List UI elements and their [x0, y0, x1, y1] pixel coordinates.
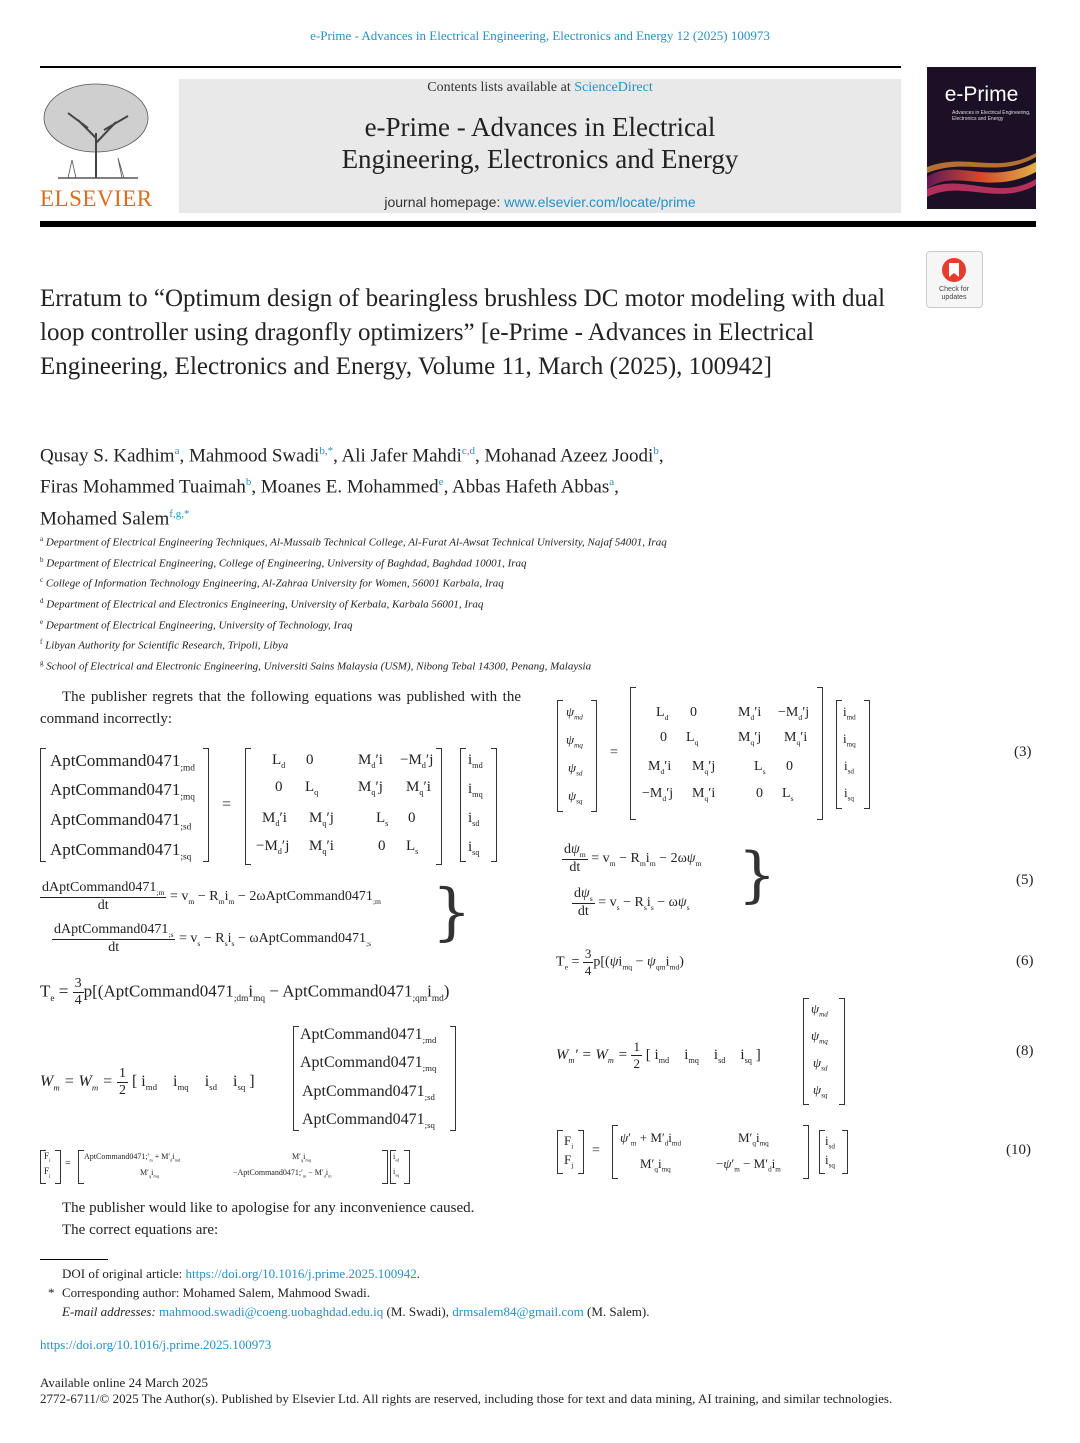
matrix-cell: $M'_qi_{mq}$ — [292, 1152, 311, 1163]
flux-cell: $\psi_{md}$ — [811, 1001, 828, 1019]
incorrect-torque-equation: $T_e$ = $\frac{3}{4}$ $p[(AptCommand0471_{;dm}i_{mq}$ − $AptCommand0471_{;qm}i_{md}$) — [40, 976, 450, 1008]
force-cell: $F_i$ — [44, 1151, 51, 1164]
equals-sign: = — [222, 796, 232, 813]
doi-end: . — [416, 1266, 420, 1281]
apt-cell: $AptCommand0471_{;sd}$ — [302, 1083, 435, 1103]
contents-line — [179, 80, 901, 96]
affiliation-item — [40, 634, 940, 655]
bracket — [436, 748, 442, 865]
apology-line2: The correct equations are: — [62, 1222, 219, 1238]
bracket — [612, 1125, 618, 1179]
matrix-cell: $L_s$ — [782, 786, 794, 803]
flux-cell: $\psi_{md}$ — [566, 704, 583, 722]
matrix-cell: $M_q'i$ — [784, 730, 808, 747]
affiliation-text: Department of Electrical Engineering Techniques, Al-Mussaib Technical College, Al-Furat Al-Awsat Technical University, Najaf 54001, Iraq — [45, 536, 667, 549]
author-separator: , — [474, 445, 485, 467]
equals-sign: = — [592, 1143, 600, 1158]
corresponding-marker: * — [48, 1285, 55, 1300]
force-cell: $F_j$ — [44, 1166, 51, 1179]
current-cell: $i_{sq}$ — [844, 785, 854, 803]
apt-cell: $AptCommand0471_{;mq}$ — [50, 780, 195, 803]
current-cell: $i_{sq}$ — [393, 1167, 400, 1178]
journal-homepage-line — [179, 194, 901, 210]
flux-cell: $\psi_{sq}$ — [813, 1082, 828, 1100]
author-affiliation-marker[interactable]: a — [609, 476, 615, 489]
flux-cell: $\psi_{sd}$ — [568, 760, 583, 778]
affiliation-text: School of Electrical and Electronic Engineering, Universiti Sains Malaysia (USM), Nibong Tebal 14300, Penang, Malaysia — [46, 660, 592, 673]
header-top-rule — [40, 66, 901, 68]
matrix-cell: $L_s$ — [406, 838, 419, 856]
current-cell: $i_{sd}$ — [393, 1152, 400, 1163]
original-doi-note — [62, 1264, 962, 1283]
author-affiliation-marker[interactable]: c,d — [461, 445, 475, 457]
bracket — [245, 748, 251, 865]
email-link-salem[interactable]: drmsalem84@gmail.com — [452, 1304, 584, 1319]
bracket — [557, 700, 563, 812]
frac: $\frac{dAptCommand0471_{;s}}{dt}$ = $v_s - R_si_s$ − $\omega AptCommand0471_{;s}$ — [54, 922, 372, 955]
matrix-cell: $M'_qi_{mq}$ — [140, 1168, 159, 1179]
author-name[interactable]: Moanes E. Mohammed — [260, 476, 439, 498]
right-brace: } — [738, 840, 777, 910]
current-cell: $i_{sq}$ — [468, 839, 480, 857]
author-affiliation-marker[interactable]: a — [174, 445, 180, 457]
affiliation-list — [40, 531, 940, 676]
author-affiliation-marker[interactable]: b,* — [319, 445, 334, 457]
equation-number: (6) — [1016, 953, 1034, 969]
article-doi-link[interactable]: https://doi.org/10.1016/j.prime.2025.100973 — [40, 1337, 272, 1352]
matrix-cell: 0 — [306, 752, 314, 768]
bracket — [404, 1150, 410, 1184]
current-cell: $i_{sd}$ — [844, 758, 854, 776]
matrix-cell: 0 — [660, 730, 667, 745]
footnotes — [48, 1264, 962, 1321]
voltage-m-line: $\frac{d\psi_m}{dt}$ = $v_m - R_mi_m - 2\omega\psi_m$ — [564, 842, 702, 875]
author-name[interactable]: Qusay S. Kadhim — [40, 445, 175, 467]
apt-cell: $AptCommand0471_{;sq}$ — [50, 840, 192, 863]
bookmark-icon — [927, 252, 982, 286]
affiliation-text: Department of Electrical Engineering, University of Technology, Iraq — [45, 619, 353, 632]
force-cell: $F_i$ — [564, 1133, 574, 1151]
author-name[interactable]: Mohamed Salem — [40, 507, 170, 529]
author-affiliation-marker[interactable]: b — [245, 476, 252, 489]
matrix-cell: 0 — [786, 759, 793, 774]
equals-sign: = — [65, 1158, 71, 1169]
flux-cell: $\psi_{sd}$ — [813, 1055, 828, 1073]
equation-number: (8) — [1016, 1043, 1034, 1059]
matrix-cell: $M_d'i$ — [738, 705, 762, 722]
running-header-journal-ref[interactable]: e-Prime - Advances in Electrical Engineering, Electronics and Energy 12 (2025) 100973 — [310, 28, 770, 43]
footnote-rule — [40, 1259, 108, 1260]
bracket — [630, 687, 636, 820]
flux-cell: $\psi_{sq}$ — [568, 788, 583, 806]
sciencedirect-link[interactable]: ScienceDirect — [574, 80, 653, 95]
journal-title-line2: Engineering, Electronics and Energy — [341, 144, 739, 174]
email1-owner: (M. Swadi), — [383, 1304, 453, 1319]
apology-paragraph — [40, 1197, 540, 1241]
matrix-cell: $-M_d'j$ — [400, 752, 434, 770]
bracket — [803, 998, 809, 1105]
article-title: Erratum to “Optimum design of bearingless brushless DC motor modeling with dual loop controller using dragonfly optimizers” [e-Prime - Advances in Electrical Engineering, Electronics and Energy, Volume 11, March (2025), 100942] — [40, 285, 886, 380]
matrix-cell: $M_q'i$ — [406, 779, 431, 797]
affiliation-key: a — [40, 535, 44, 543]
bracket — [460, 748, 466, 862]
author-separator: , — [443, 476, 453, 498]
frac: $\frac{dAptCommand0471_{;m}}{dt}$ = $v_m - R_mi_m$ − $2\omega AptCommand0471_{;m}$ — [42, 880, 382, 913]
matrix-cell: 0 — [378, 838, 386, 854]
matrix-cell: $-M_d'j$ — [642, 786, 674, 803]
apt-cell: $AptCommand0471_{;sq}$ — [302, 1111, 435, 1131]
bracket — [817, 687, 823, 820]
author-name[interactable]: Firas Mohammed Tuaimah — [40, 476, 246, 498]
bracket — [836, 700, 842, 809]
author-name[interactable]: Abbas Hafeth Abbas — [452, 476, 610, 498]
affiliation-text: College of Information Technology Engineering, Al-Zahraa University for Women, 56001 Karbala, Iraq — [45, 577, 504, 590]
current-cell: $i_{sd}$ — [825, 1133, 835, 1151]
author-name[interactable]: Mohanad Azeez Joodi — [484, 445, 654, 467]
equation-number: (3) — [1014, 744, 1032, 760]
matrix-cell: $L_d$ — [656, 705, 669, 722]
matrix-cell: $-\psi'_m - M'_di_m$ — [716, 1156, 781, 1174]
matrix-cell: 0 — [408, 810, 416, 826]
matrix-cell: 0 — [690, 705, 697, 720]
author-separator: , — [658, 445, 664, 467]
check-for-updates-label: Check for updates — [939, 286, 969, 301]
bracket — [491, 748, 497, 862]
apt-cell: $AptCommand0471_{;md}$ — [300, 1026, 437, 1046]
energy-lhs: $W_m = W_m$ = $\frac{1}{2}$ [ $i_{md}$ $i_{mq}$ $i_{sd}$ $i_{sq}$ ] — [40, 1066, 255, 1098]
bracket — [203, 748, 209, 862]
matrix-cell: 0 — [756, 786, 763, 801]
original-doi-link[interactable]: https://doi.org/10.1016/j.prime.2025.100942 — [185, 1266, 417, 1281]
author-affiliation-marker[interactable]: e — [438, 476, 444, 489]
affiliation-item — [40, 531, 940, 552]
journal-title — [179, 111, 901, 175]
corresponding-text: Corresponding author: Mohamed Salem, Mahmood Swadi. — [62, 1285, 370, 1300]
matrix-cell: $M_q'i$ — [309, 838, 334, 856]
affiliation-key: c — [40, 576, 44, 585]
matrix-cell: $M_q'j$ — [358, 779, 383, 797]
torque-equation: $T_e$ = $\frac{3}{4}$ $p[(\psi i_{mq} - \psi_{qm}i_{md})$ — [556, 946, 684, 978]
current-cell: $i_{sd}$ — [468, 810, 480, 828]
bracket — [803, 1125, 809, 1179]
matrix-cell: $M_q'j$ — [692, 759, 716, 776]
bracket — [450, 1026, 456, 1131]
affiliation-item — [40, 655, 940, 676]
matrix-cell: $-M_d'j$ — [778, 705, 810, 722]
bracket — [293, 1026, 299, 1131]
matrix-cell: $\psi'_m + M'_di_{md}$ — [620, 1130, 682, 1148]
affiliation-item — [40, 593, 940, 614]
voltage-s-line: $\frac{d\psi_s}{dt}$ = $v_s - R_si_s - \omega\psi_s$ — [574, 886, 690, 919]
affiliation-key: b — [40, 555, 44, 564]
author-separator: , — [614, 476, 619, 498]
bracket — [864, 700, 870, 809]
journal-title-line1: e-Prime - Advances in Electrical — [364, 112, 716, 142]
matrix-cell: $M_d'i$ — [358, 752, 383, 770]
available-online: Available online 24 March 2025 — [40, 1375, 208, 1390]
right-brace: } — [432, 875, 472, 948]
author-affiliation-marker[interactable]: f,g,* — [169, 507, 190, 520]
email-link-swadi[interactable]: mahmood.swadi@coeng.uobaghdad.edu.iq — [159, 1304, 384, 1319]
affiliation-key: d — [40, 596, 44, 605]
matrix-cell: $-M_d'j$ — [256, 838, 290, 856]
current-cell: $i_{md}$ — [468, 752, 483, 770]
cover-subtitle: Advances in Electrical Engineering, Electronics and Energy — [952, 110, 1031, 122]
header-bottom-rule — [40, 221, 1036, 227]
matrix-cell: $M_q'i$ — [692, 786, 716, 803]
affiliation-key: e — [40, 617, 44, 626]
equation-number: (5) — [1016, 872, 1034, 888]
matrix-cell: $L_d$ — [272, 752, 286, 770]
affiliation-item — [40, 552, 940, 573]
affiliation-item — [40, 572, 940, 593]
author-list — [40, 438, 920, 532]
equation-number: (10) — [1006, 1142, 1031, 1158]
email2-owner: (M. Salem). — [583, 1304, 650, 1319]
email-note — [62, 1302, 962, 1321]
matrix-cell: $-AptCommand0471;'_m - M'_di_m$ — [233, 1168, 332, 1179]
bracket — [578, 1130, 584, 1174]
corresponding-author-note — [48, 1283, 962, 1302]
affiliation-text: Department of Electrical and Electronics Engineering, University of Kerbala, Karbala 56001, Iraq — [46, 598, 484, 611]
matrix-cell: $M_q'j$ — [738, 730, 762, 747]
author-separator: , — [251, 476, 261, 498]
bracket — [557, 1130, 563, 1174]
copyright-notice: 2772-6711/© 2025 The Author(s). Published by Elsevier Ltd. All rights are reserved, including those for text and data mining, AI training, and similar technologies. — [40, 1391, 893, 1406]
affiliation-text: Department of Electrical Engineering, College of Engineering, University of Baghdad, Baghdad 10001, Iraq — [46, 557, 527, 570]
matrix-cell: $L_q$ — [686, 730, 699, 747]
matrix-cell: $L_q$ — [305, 779, 319, 797]
homepage-link[interactable]: www.elsevier.com/locate/prime — [504, 194, 696, 210]
contents-prefix: Contents lists available at — [427, 80, 575, 95]
author-separator: , — [333, 445, 342, 467]
flux-cell: $\psi_{mq}$ — [566, 732, 583, 750]
affiliation-key: g — [40, 658, 44, 667]
force-cell: $F_j$ — [564, 1152, 574, 1170]
matrix-cell: $M_q'j$ — [309, 810, 334, 828]
flux-cell: $\psi_{mq}$ — [811, 1028, 828, 1046]
homepage-prefix: journal homepage: — [384, 194, 505, 210]
bracket — [40, 748, 46, 862]
author-separator: , — [179, 445, 189, 467]
affiliation-text: Libyan Authority for Scientific Research, Tripoli, Libya — [45, 639, 289, 652]
matrix-cell: $AptCommand0471;'_m + M'_di_{md}$ — [84, 1152, 181, 1163]
author-name[interactable]: Mahmood Swadi — [188, 445, 320, 467]
affiliation-item — [40, 614, 940, 635]
matrix-cell: $M'_qi_{mq}$ — [640, 1156, 671, 1174]
bracket — [55, 1150, 61, 1184]
doi-label: DOI of original article: — [62, 1266, 186, 1281]
apt-cell: $AptCommand0471_{;mq}$ — [300, 1054, 437, 1074]
email-label: E-mail addresses: — [62, 1304, 160, 1319]
author-affiliation-marker[interactable]: b — [653, 445, 659, 457]
apt-cell: $AptCommand0471_{;md}$ — [50, 751, 195, 774]
author-name[interactable]: Ali Jafer Mahdi — [341, 445, 462, 467]
bracket — [842, 1130, 848, 1174]
matrix-cell: $L_s$ — [376, 810, 389, 828]
current-cell: $i_{mq}$ — [843, 731, 856, 749]
matrix-cell: 0 — [275, 779, 283, 795]
affiliation-key: f — [40, 638, 43, 647]
matrix-cell: $M'_qi_{mq}$ — [738, 1130, 769, 1148]
matrix-cell: $M_d'i$ — [648, 759, 672, 776]
current-cell: $i_{sq}$ — [825, 1152, 835, 1170]
apology-line1: The publisher would like to apologise for any inconvenience caused. — [62, 1200, 475, 1216]
matrix-cell: $L_s$ — [754, 759, 766, 776]
bracket — [591, 700, 597, 812]
equals-sign: = — [610, 745, 618, 760]
apt-cell: $AptCommand0471_{;sd}$ — [50, 810, 192, 833]
current-cell: $i_{md}$ — [843, 704, 856, 722]
bracket — [839, 998, 845, 1105]
current-cell: $i_{mq}$ — [468, 781, 483, 799]
matrix-cell: $M_d'i$ — [262, 810, 287, 828]
cover-title: e-Prime — [944, 83, 1019, 106]
erratum-intro-paragraph: The publisher regrets that the following equations was published with the command incorrectly: — [40, 689, 521, 727]
elsevier-logo-text: ELSEVIER — [40, 186, 153, 211]
energy-lhs: $W_m' = W_m$ = $\frac{1}{2}$ [ $i_{md}$ $i_{mq}$ $i_{sd}$ $i_{sq}$ ] — [556, 1039, 761, 1071]
bracket — [382, 1150, 388, 1184]
